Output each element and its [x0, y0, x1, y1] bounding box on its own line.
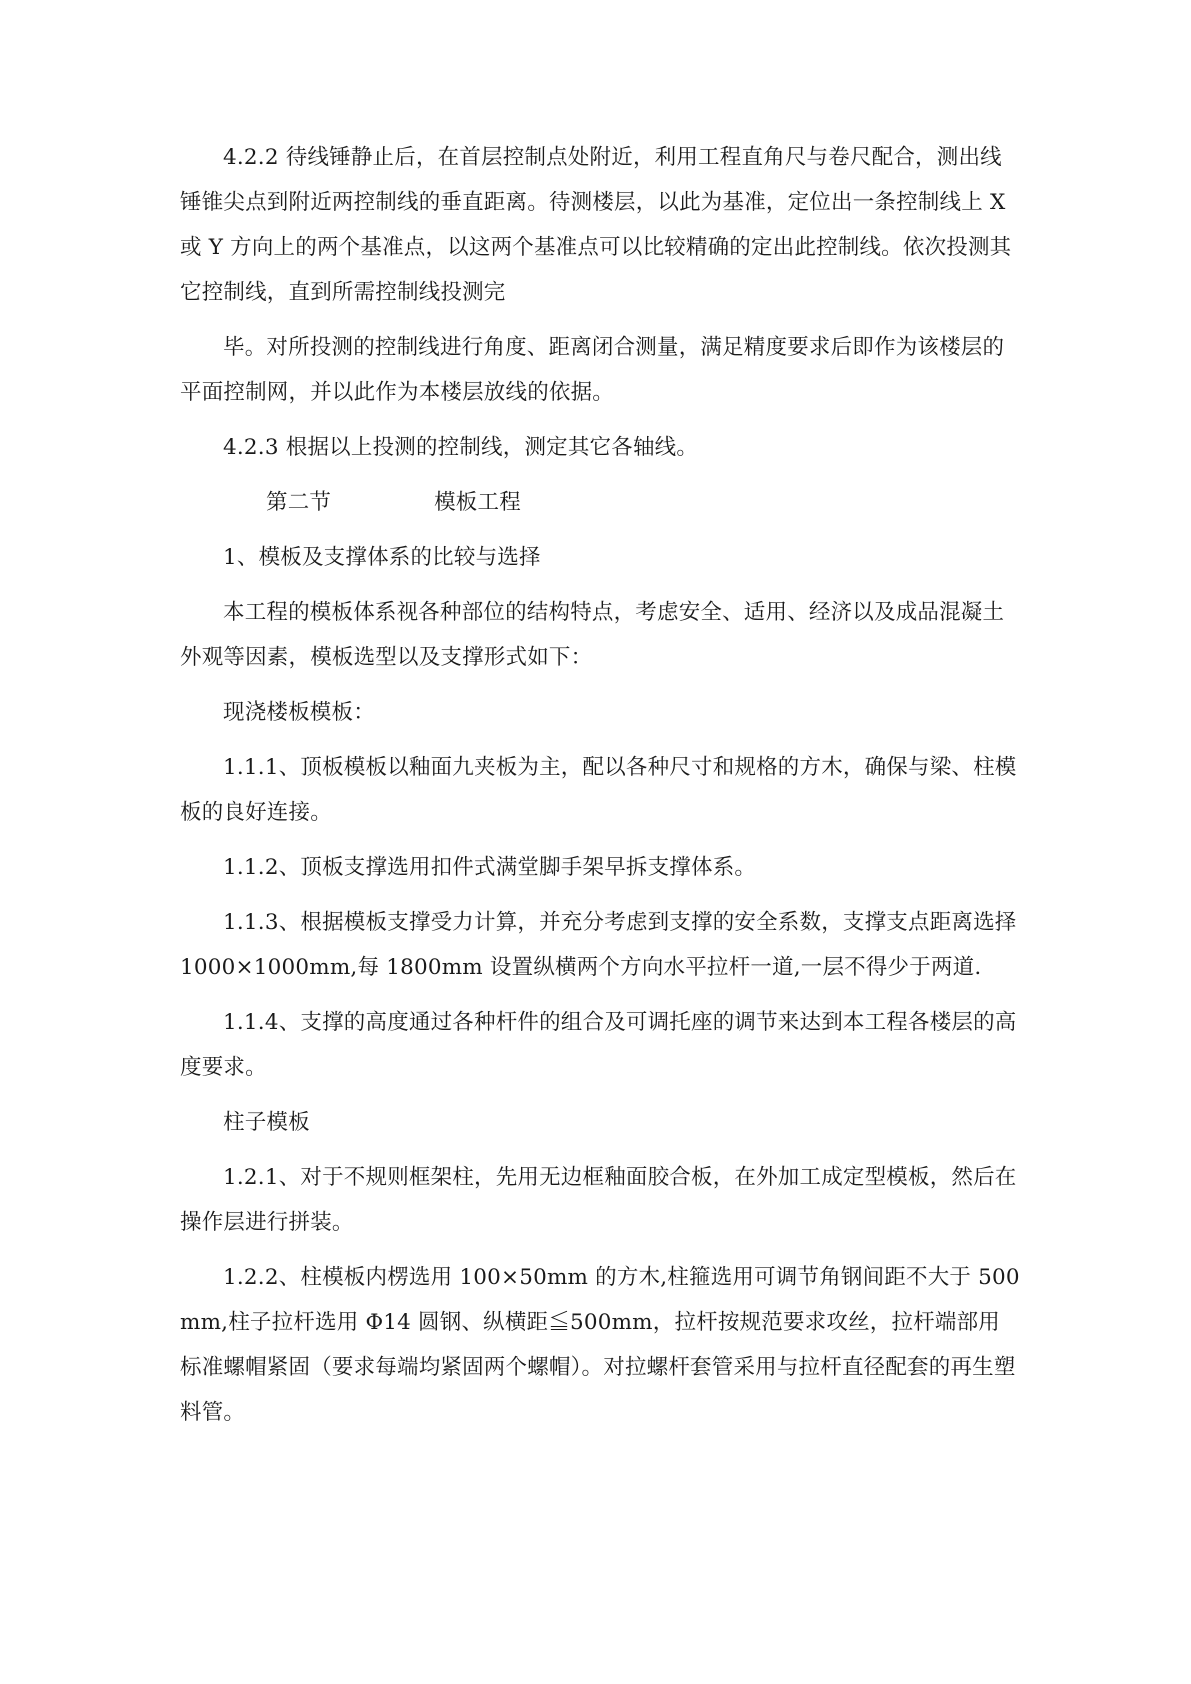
paragraph-4-2-3: 4.2.3 根据以上投测的控制线，测定其它各轴线。: [223, 435, 699, 460]
paragraph-formwork-system: 本工程的模板体系视各种部位的结构特点，考虑安全、适用、经济以及成品混凝土外观等因素，模板选型以及支撑形式如下：: [180, 600, 1005, 670]
paragraph-1-1-2: 1.1.2、顶板支撑选用扣件式满堂脚手架早拆支撑体系。: [223, 855, 757, 880]
paragraph-1-2-1: 1.2.1、对于不规则框架柱，先用无边框釉面胶合板，在外加工成定型模板，然后在操作层进行拼装。: [180, 1165, 1017, 1235]
paragraph-1-1-1: 1.1.1、顶板模板以釉面九夹板为主，配以各种尺寸和规格的方木，确保与梁、柱模板的良好连接。: [180, 755, 1017, 825]
paragraph-4-2-2: 4.2.2 待线锤静止后，在首层控制点处附近，利用工程直角尺与卷尺配合，测出线锤锥尖点到附近两控制线的垂直距离。待测楼层，以此为基准，定位出一条控制线上 X 或 Y 方向上的两个基准点，以这两个基准点可以比较精确的定出此控制线。依次投测其它控制线，直到所需控制线投测完: [180, 145, 1012, 305]
section-heading: [180, 480, 1020, 525]
subheading-slab-formwork: 现浇楼板模板：: [223, 700, 375, 725]
paragraph-1-1-4: 1.1.4、支撑的高度通过各种杆件的组合及可调托座的调节来达到本工程各楼层的高度要求。: [180, 1010, 1017, 1080]
document-body: [180, 135, 1020, 1435]
subheading-column-formwork: 柱子模板: [223, 1110, 310, 1135]
section-number: 第二节: [266, 490, 332, 515]
paragraph-continuation: 毕。对所投测的控制线进行角度、距离闭合测量，满足精度要求后即作为该楼层的平面控制网，并以此作为本楼层放线的依据。: [180, 335, 1005, 405]
subheading-formwork-selection: 1、模板及支撑体系的比较与选择: [223, 545, 541, 570]
section-title: 模板工程: [434, 490, 521, 515]
paragraph-1-2-2: 1.2.2、柱模板内楞选用 100×50mm 的方木,柱箍选用可调节角钢间距不大于 500mm,柱子拉杆选用 Φ14 圆钢、纵横距≦500mm，拉杆按规范要求攻丝，拉杆端部用标准螺帽紧固（要求每端均紧固两个螺帽）。对拉螺杆套管采用与拉杆直径配套的再生塑料管。: [180, 1265, 1020, 1425]
paragraph-1-1-3: 1.1.3、根据模板支撑受力计算，并充分考虑到支撑的安全系数，支撑支点距离选择 1000×1000mm,每 1800mm 设置纵横两个方向水平拉杆一道,一层不得少于两道.: [180, 910, 1017, 980]
